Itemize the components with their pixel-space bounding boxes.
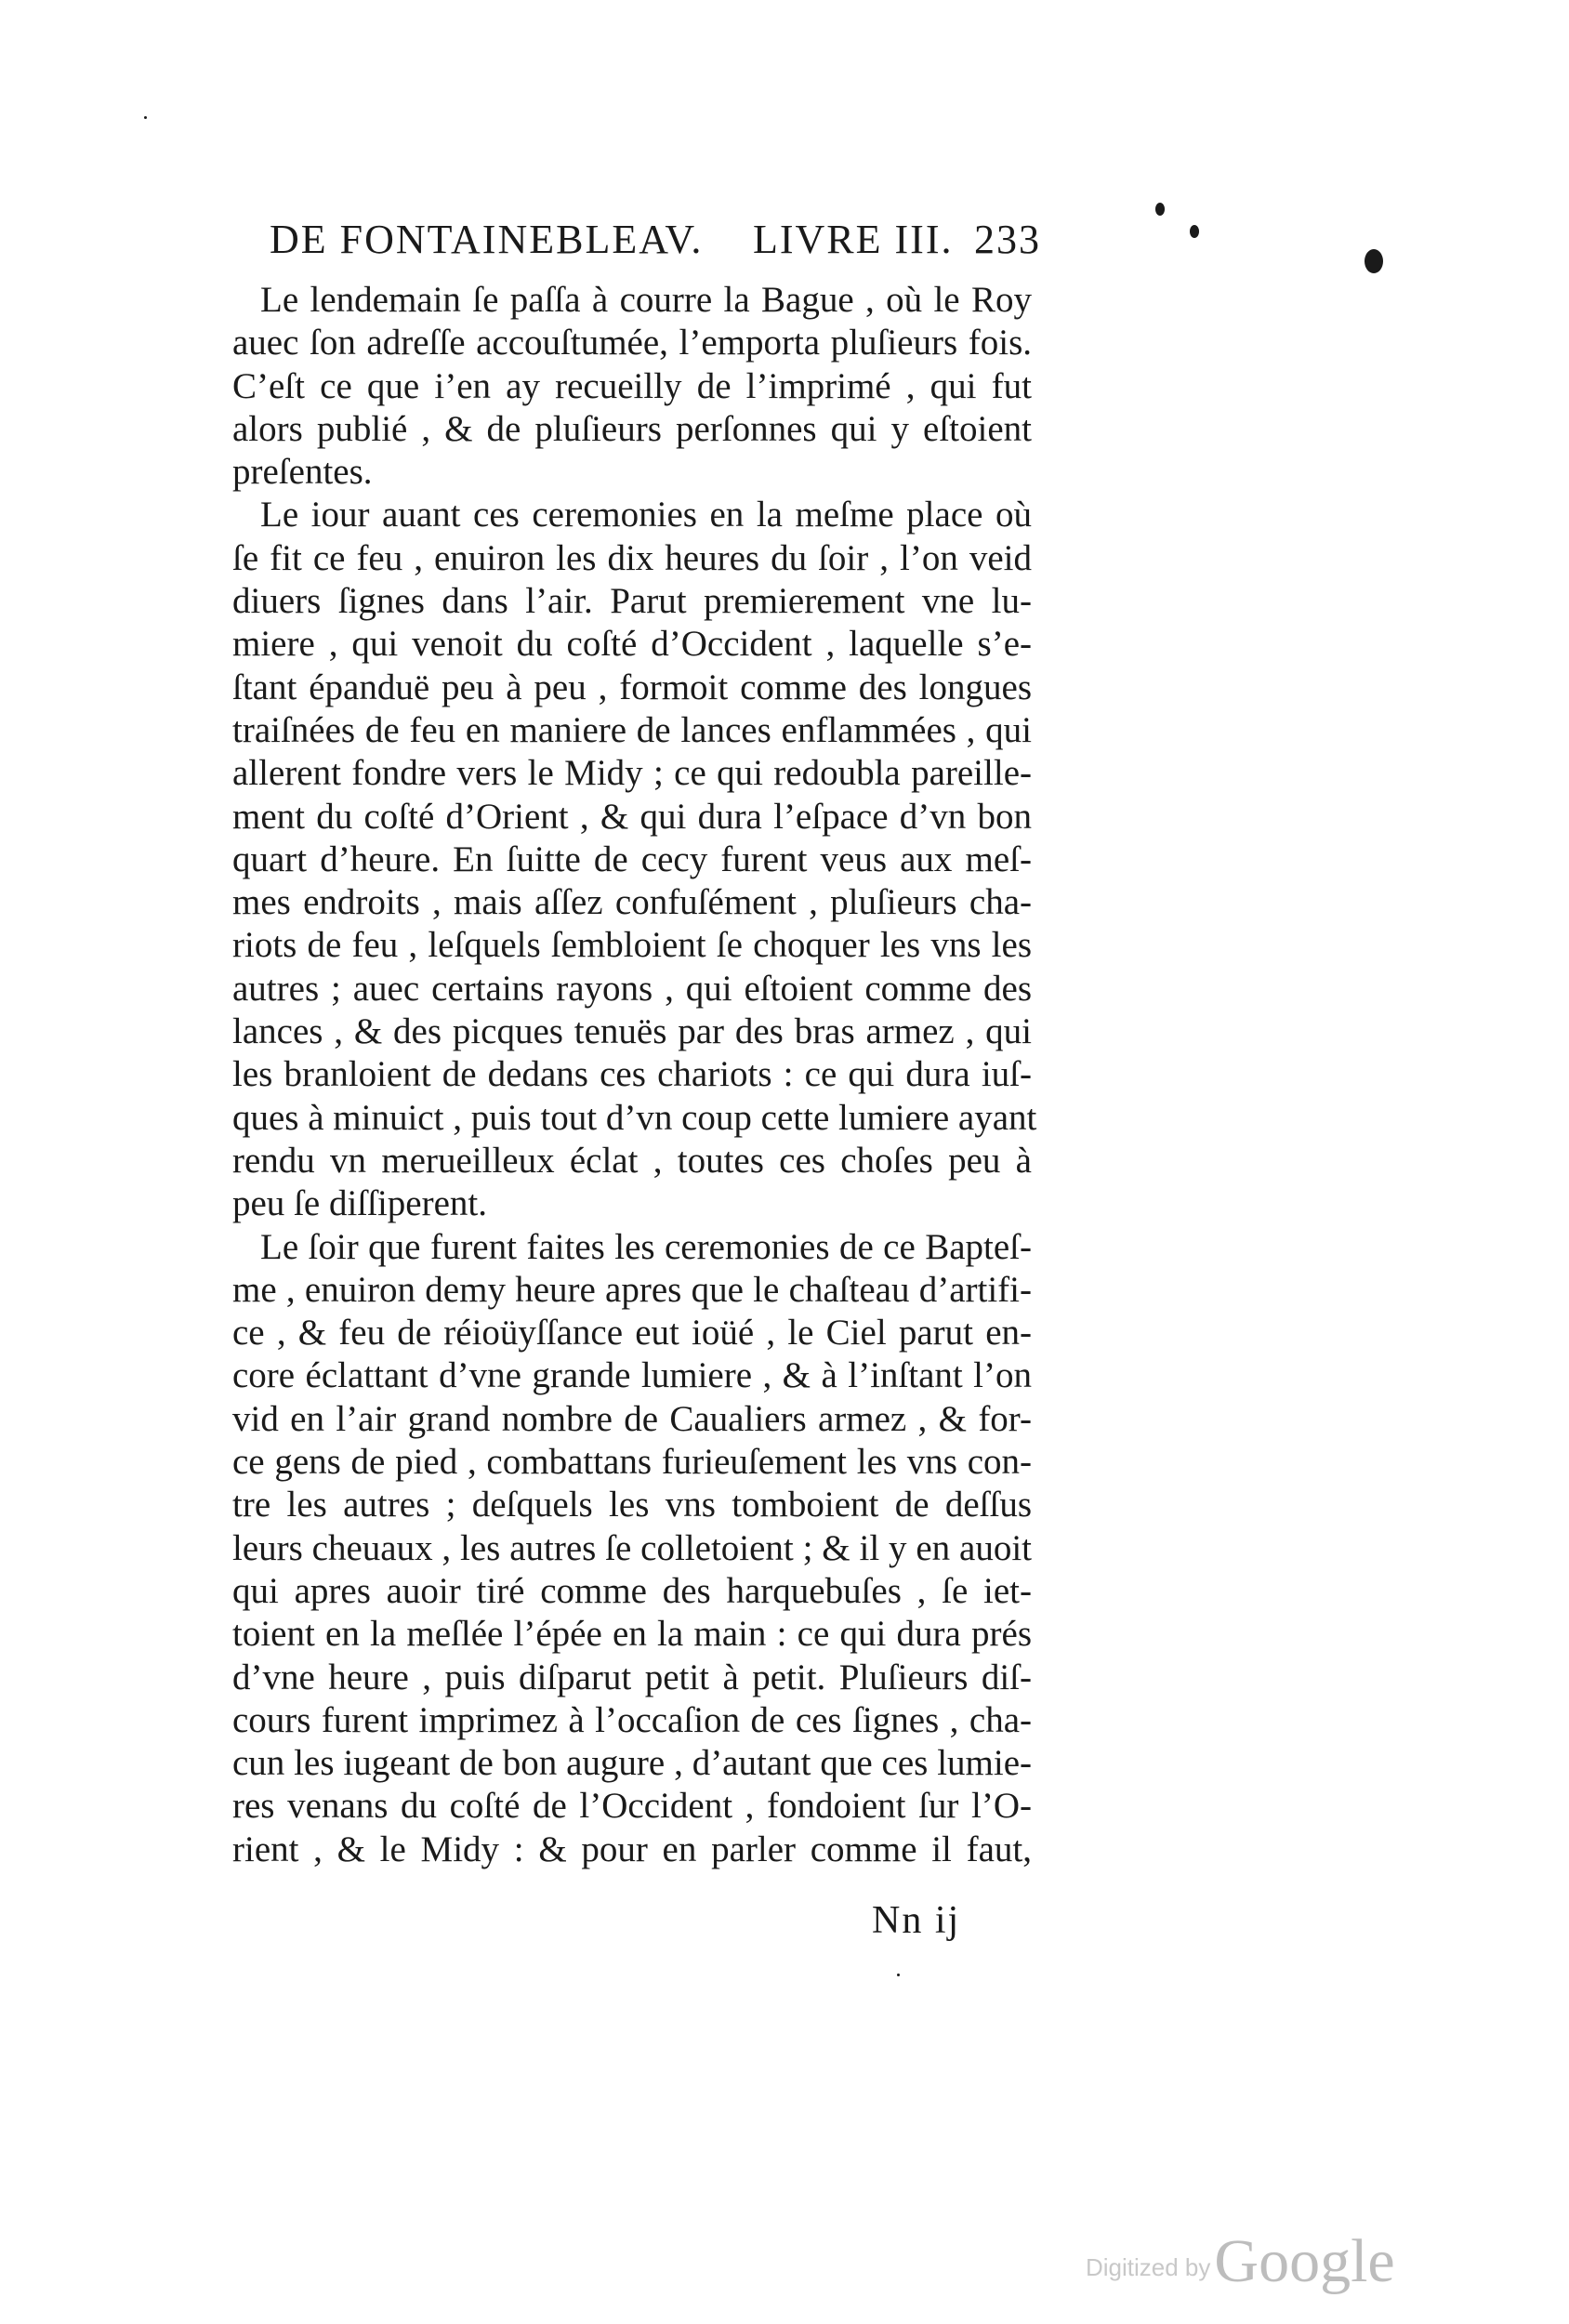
text-line: Le iour auant ces ceremonies en la meſme place où bbox=[260, 495, 1032, 535]
page-number: 233 bbox=[974, 217, 1041, 262]
text-line: preſentes. bbox=[232, 452, 373, 493]
text-line: allerent fondre vers le Midy ; ce qui redoubla pareille- bbox=[232, 753, 1032, 794]
book-number: LIVRE III. bbox=[753, 217, 954, 262]
text-line: lances , & des picques tenuës par des bras armez , qui bbox=[232, 1011, 1032, 1052]
text-line: alors publié , & de pluſieurs perſonnes qui y eſtoient bbox=[232, 408, 1032, 449]
text-line: core éclattant d’vne grande lumiere , & à l’inſtant l’on bbox=[232, 1355, 1032, 1396]
text-line: vid en l’air grand nombre de Caualiers armez , & for- bbox=[232, 1398, 1032, 1439]
text-line: toient en la meſlée l’épée en la main : ce qui dura prés bbox=[232, 1614, 1032, 1655]
digitization-watermark bbox=[1086, 2226, 1395, 2297]
text-line: C’eſt ce que i’en ay recueilly de l’imprimé , qui fut bbox=[232, 365, 1032, 406]
text-line: tre les autres ; deſquels les vns tomboient de deſſus bbox=[232, 1485, 1032, 1525]
text-line: ce gens de pied , combattans furieuſement les vns con- bbox=[232, 1442, 1032, 1483]
text-line: Le ſoir que furent faites les ceremonies de ce Bapteſ- bbox=[260, 1226, 1032, 1267]
text-line: miere , qui venoit du coſté d’Occident , laquelle s’e- bbox=[232, 624, 1032, 665]
ink-speck bbox=[1365, 249, 1383, 273]
text-line: me , enuiron demy heure apres que le chaſteau d’artifi- bbox=[232, 1269, 1032, 1310]
text-line: peu ſe diſſiperent. bbox=[232, 1183, 487, 1224]
text-line: diuers ſignes dans l’air. Parut premierement vne lu- bbox=[232, 581, 1032, 622]
text-line: riots de feu , leſquels ſembloient ſe choquer les vns les bbox=[232, 925, 1032, 966]
text-line: quart d’heure. En ſuitte de cecy furent veus aux meſ- bbox=[232, 838, 1032, 879]
running-header bbox=[270, 216, 1041, 271]
watermark-prefix: Digitized by bbox=[1086, 2253, 1211, 2281]
paragraph-3 bbox=[232, 1226, 1032, 1871]
text-line: ſtant épanduë peu à peu , formoit comme des longues bbox=[232, 667, 1032, 707]
ink-speck bbox=[144, 116, 147, 119]
text-line: Le lendemain ſe paſſa à courre la Bague , où le Roy bbox=[260, 280, 1032, 320]
ink-speck bbox=[1155, 203, 1165, 216]
text-line: mes endroits , mais aſſez confuſément , pluſieurs cha- bbox=[232, 882, 1032, 923]
paragraph-2 bbox=[232, 494, 1037, 1225]
text-line: leurs cheuaux , les autres ſe colletoient ; & il y en auoit bbox=[232, 1527, 1032, 1568]
text-line: cun les iugeant de bon augure , d’autant que ces lumie- bbox=[232, 1743, 1032, 1784]
text-line: les branloient de dedans ces chariots : ce qui dura iuſ- bbox=[232, 1054, 1032, 1095]
running-title: DE FONTAINEBLEAV. bbox=[270, 217, 704, 262]
text-line: ment du coſté d’Orient , & qui dura l’eſpace d’vn bon bbox=[232, 796, 1032, 837]
paragraph-1 bbox=[232, 279, 1032, 494]
ink-speck bbox=[1190, 225, 1199, 238]
text-line: ſe fit ce feu , enuiron les dix heures du ſoir , l’on veid bbox=[232, 537, 1032, 578]
text-line: rendu vn merueilleux éclat , toutes ces choſes peu à bbox=[232, 1140, 1032, 1181]
watermark-brand: Google bbox=[1214, 2227, 1395, 2295]
body-text bbox=[232, 279, 1037, 1871]
signature-mark: Nn ij bbox=[872, 1899, 961, 1942]
text-line: ques à minuict , puis tout d’vn coup cette lumiere ayant bbox=[232, 1097, 1037, 1138]
text-line: cours furent imprimez à l’occaſion de ces ſignes , cha- bbox=[232, 1699, 1032, 1740]
text-line: traiſnées de feu en maniere de lances enflammées , qui bbox=[232, 709, 1032, 750]
text-line: d’vne heure , puis diſparut petit à petit. Pluſieurs diſ- bbox=[232, 1657, 1032, 1697]
text-line: res venans du coſté de l’Occident , fondoient ſur l’O- bbox=[232, 1786, 1032, 1827]
text-line: rient , & le Midy : & pour en parler comme il faut, bbox=[232, 1829, 1032, 1869]
text-line: qui apres auoir tiré comme des harquebuſes , ſe iet- bbox=[232, 1570, 1032, 1611]
text-line: ce , & feu de réioüyſſance eut ioüé , le Ciel parut en- bbox=[232, 1313, 1032, 1353]
text-line: autres ; auec certains rayons , qui eſtoient comme des bbox=[232, 968, 1032, 1009]
text-line: auec ſon adreſſe accouſtumée, l’emporta pluſieurs fois. bbox=[232, 323, 1032, 363]
ink-speck bbox=[897, 1974, 900, 1976]
